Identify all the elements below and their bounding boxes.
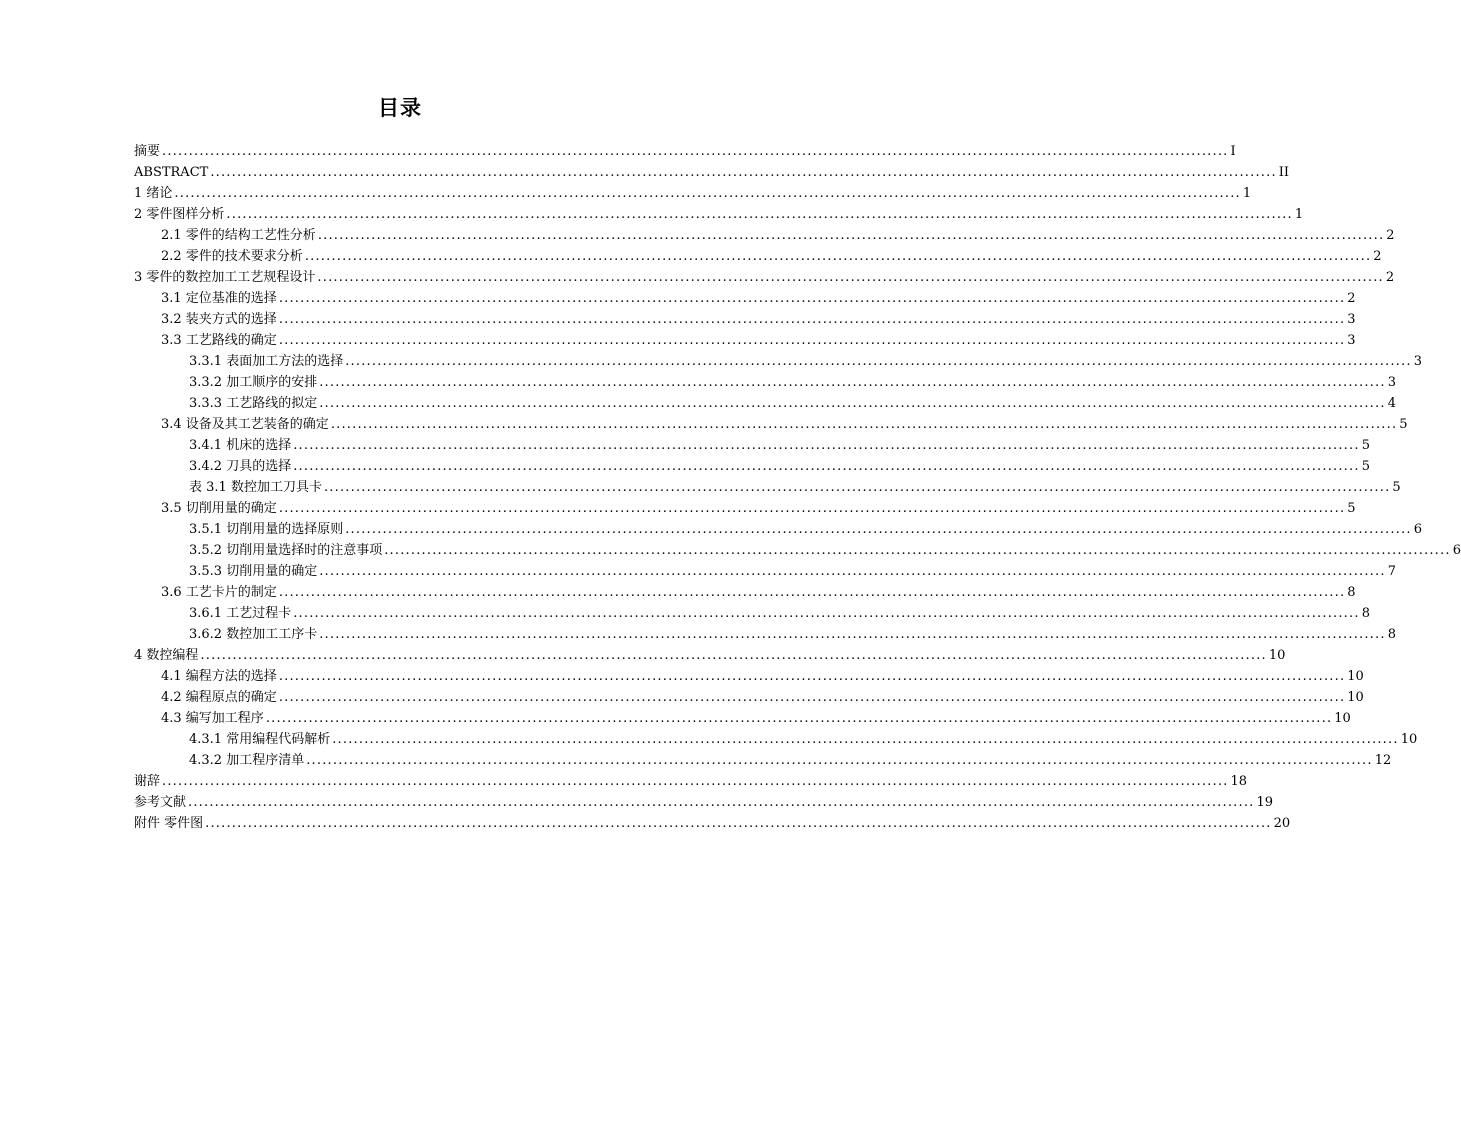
toc-leader-dots: ........................................................................................................................................................................................................ — [278, 669, 1346, 684]
toc-entry-label: 3.5 切削用量的确定 — [161, 501, 277, 516]
toc-entry[interactable] — [134, 750, 1392, 771]
toc-entry[interactable] — [134, 246, 1382, 267]
toc-leader-dots: ........................................................................................................................................................................................................ — [174, 186, 1241, 201]
toc-entry[interactable] — [134, 162, 1290, 183]
toc-entry-label: 3.2 装夹方式的选择 — [161, 312, 277, 327]
toc-entry-page-number: 5 — [1361, 438, 1370, 453]
toc-entry-page-number: 10 — [1347, 669, 1364, 684]
toc-entry-page-number: 8 — [1361, 606, 1370, 621]
toc-entry-label: 3.4.1 机床的选择 — [189, 438, 292, 453]
toc-entry-page-number: 10 — [1268, 648, 1286, 663]
toc-entry[interactable] — [134, 645, 1286, 666]
toc-entry[interactable] — [134, 561, 1396, 582]
toc-entry[interactable] — [134, 729, 1418, 750]
toc-entry-page-number: 12 — [1374, 753, 1392, 768]
toc-entry-page-number: II — [1278, 165, 1290, 180]
toc-entry[interactable] — [134, 288, 1356, 309]
toc-leader-dots: ........................................................................................................................................................................................................ — [226, 207, 1293, 222]
toc-leader-dots: ........................................................................................................................................................................................................ — [278, 333, 1346, 348]
toc-entry-label: 3.3.1 表面加工方法的选择 — [189, 354, 344, 369]
toc-entry[interactable] — [134, 477, 1401, 498]
toc-entry-label: 4.3.1 常用编程代码解析 — [189, 732, 331, 747]
toc-entry[interactable] — [134, 267, 1395, 288]
toc-entry-page-number: I — [1230, 144, 1236, 159]
toc-entry-page-number: 2 — [1347, 291, 1356, 306]
toc-entry-label: 参考文献 — [134, 795, 187, 810]
toc-entry-label: 3.3.3 工艺路线的拟定 — [189, 396, 318, 411]
toc-leader-dots: ........................................................................................................................................................................................................ — [317, 228, 1385, 243]
toc-entry-page-number: 2 — [1385, 270, 1395, 285]
toc-entry-label: 3.4.2 刀具的选择 — [189, 459, 292, 474]
toc-entry-label: 4.2 编程原点的确定 — [161, 690, 277, 705]
toc-entry[interactable] — [134, 372, 1396, 393]
toc-entry-label: 表 3.1 数控加工刀具卡 — [189, 480, 322, 495]
toc-entry[interactable] — [134, 225, 1395, 246]
table-of-contents — [134, 141, 1461, 834]
toc-leader-dots: ........................................................................................................................................................................................................ — [278, 585, 1346, 600]
toc-entry[interactable] — [134, 204, 1304, 225]
toc-leader-dots: ........................................................................................................................................................................................................ — [345, 354, 1412, 369]
toc-entry-label: 2.1 零件的结构工艺性分析 — [161, 228, 316, 243]
toc-entry-label: 3.5.2 切削用量选择时的注意事项 — [189, 543, 383, 558]
toc-entry-label: 3.6.1 工艺过程卡 — [189, 606, 292, 621]
toc-entry[interactable] — [134, 414, 1408, 435]
toc-entry-label: 3.1 定位基准的选择 — [161, 291, 277, 306]
toc-leader-dots: ........................................................................................................................................................................................................ — [319, 627, 1386, 642]
toc-entry-page-number: 5 — [1347, 501, 1356, 516]
toc-entry-label: 4.3.2 加工程序清单 — [189, 753, 305, 768]
toc-leader-dots: ........................................................................................................................................................................................................ — [345, 522, 1412, 537]
toc-entry-page-number: 1 — [1242, 186, 1252, 201]
toc-entry[interactable] — [134, 498, 1356, 519]
toc-leader-dots: ........................................................................................................................................................................................................ — [293, 459, 1360, 474]
toc-entry-page-number: 6 — [1413, 522, 1422, 537]
toc-entry-page-number: 2 — [1386, 228, 1395, 243]
toc-entry[interactable] — [134, 666, 1364, 687]
toc-entry-label: 1 绪论 — [134, 186, 173, 201]
toc-entry-page-number: 2 — [1373, 249, 1382, 264]
toc-leader-dots: ........................................................................................................................................................................................................ — [323, 480, 1391, 495]
toc-entry-label: 3.6.2 数控加工工序卡 — [189, 627, 318, 642]
toc-leader-dots: ........................................................................................................................................................................................................ — [265, 711, 1333, 726]
toc-leader-dots: ........................................................................................................................................................................................................ — [188, 795, 1255, 810]
toc-leader-dots: ........................................................................................................................................................................................................ — [293, 438, 1360, 453]
toc-entry-page-number: 3 — [1387, 375, 1396, 390]
toc-leader-dots: ........................................................................................................................................................................................................ — [278, 312, 1346, 327]
toc-entry[interactable] — [134, 687, 1364, 708]
toc-entry[interactable] — [134, 351, 1422, 372]
toc-entry-label: 3.5.3 切削用量的确定 — [189, 564, 318, 579]
toc-entry[interactable] — [134, 792, 1274, 813]
toc-entry-page-number: 10 — [1334, 711, 1351, 726]
toc-leader-dots: ........................................................................................................................................................................................................ — [384, 543, 1451, 558]
toc-entry[interactable] — [134, 540, 1461, 561]
toc-entry[interactable] — [134, 456, 1370, 477]
toc-entry[interactable] — [134, 183, 1252, 204]
toc-leader-dots: ........................................................................................................................................................................................................ — [330, 417, 1398, 432]
toc-entry[interactable] — [134, 141, 1236, 162]
toc-entry[interactable] — [134, 603, 1370, 624]
toc-entry[interactable] — [134, 582, 1356, 603]
toc-leader-dots: ........................................................................................................................................................................................................ — [306, 753, 1373, 768]
toc-entry-page-number: 7 — [1387, 564, 1396, 579]
toc-leader-dots: ........................................................................................................................................................................................................ — [319, 396, 1386, 411]
toc-entry-page-number: 10 — [1347, 690, 1364, 705]
toc-entry-label: 3 零件的数控加工工艺规程设计 — [134, 270, 316, 285]
toc-entry-page-number: 3 — [1347, 333, 1356, 348]
toc-entry[interactable] — [134, 813, 1291, 834]
toc-entry[interactable] — [134, 309, 1356, 330]
toc-entry-label: 2.2 零件的技术要求分析 — [161, 249, 303, 264]
toc-entry-page-number: 3 — [1347, 312, 1356, 327]
toc-entry-label: 摘要 — [134, 144, 161, 159]
toc-entry-page-number: 3 — [1413, 354, 1422, 369]
toc-entry-page-number: 1 — [1294, 207, 1304, 222]
toc-entry[interactable] — [134, 330, 1356, 351]
toc-entry-page-number: 6 — [1452, 543, 1461, 558]
toc-entry-page-number: 5 — [1399, 417, 1408, 432]
toc-entry-label: 2 零件图样分析 — [134, 207, 225, 222]
toc-entry-label: 附件 零件图 — [134, 816, 204, 831]
toc-leader-dots: ........................................................................................................................................................................................................ — [317, 270, 1384, 285]
toc-leader-dots: ........................................................................................................................................................................................................ — [304, 249, 1372, 264]
toc-entry-label: 谢辞 — [134, 774, 161, 789]
toc-entry-page-number: 5 — [1392, 480, 1401, 495]
toc-leader-dots: ........................................................................................................................................................................................................ — [162, 774, 1229, 789]
toc-entry-page-number: 8 — [1347, 585, 1356, 600]
toc-leader-dots: ........................................................................................................................................................................................................ — [319, 564, 1386, 579]
toc-entry-label: 4.1 编程方法的选择 — [161, 669, 277, 684]
toc-entry[interactable] — [134, 624, 1396, 645]
toc-entry-label: 4 数控编程 — [134, 648, 199, 663]
toc-entry[interactable] — [134, 519, 1422, 540]
toc-leader-dots: ........................................................................................................................................................................................................ — [278, 291, 1346, 306]
toc-leader-dots: ........................................................................................................................................................................................................ — [210, 165, 1277, 180]
toc-leader-dots: ........................................................................................................................................................................................................ — [332, 732, 1399, 747]
toc-entry-label: 4.3 编写加工程序 — [161, 711, 264, 726]
toc-entry-label: 3.3 工艺路线的确定 — [161, 333, 277, 348]
toc-leader-dots: ........................................................................................................................................................................................................ — [278, 690, 1346, 705]
toc-entry-page-number: 19 — [1256, 795, 1274, 810]
toc-entry-label: 3.4 设备及其工艺装备的确定 — [161, 417, 329, 432]
toc-entry[interactable] — [134, 435, 1370, 456]
toc-leader-dots: ........................................................................................................................................................................................................ — [200, 648, 1267, 663]
toc-leader-dots: ........................................................................................................................................................................................................ — [205, 816, 1272, 831]
toc-entry-page-number: 18 — [1230, 774, 1248, 789]
toc-entry-page-number: 4 — [1387, 396, 1396, 411]
toc-entry-page-number: 10 — [1400, 732, 1418, 747]
toc-entry-page-number: 20 — [1273, 816, 1291, 831]
toc-leader-dots: ........................................................................................................................................................................................................ — [319, 375, 1386, 390]
toc-entry-page-number: 8 — [1387, 627, 1396, 642]
toc-entry[interactable] — [134, 393, 1396, 414]
toc-entry[interactable] — [134, 771, 1248, 792]
toc-leader-dots: ........................................................................................................................................................................................................ — [293, 606, 1360, 621]
page-title: 目录 — [378, 96, 422, 120]
toc-entry[interactable] — [134, 708, 1351, 729]
toc-entry-label: 3.6 工艺卡片的制定 — [161, 585, 277, 600]
toc-entry-label: 3.5.1 切削用量的选择原则 — [189, 522, 344, 537]
toc-leader-dots: ........................................................................................................................................................................................................ — [278, 501, 1346, 516]
toc-leader-dots: ........................................................................................................................................................................................................ — [162, 144, 1229, 159]
toc-entry-label: 3.3.2 加工顺序的安排 — [189, 375, 318, 390]
toc-entry-label: ABSTRACT — [134, 165, 209, 180]
toc-entry-page-number: 5 — [1361, 459, 1370, 474]
